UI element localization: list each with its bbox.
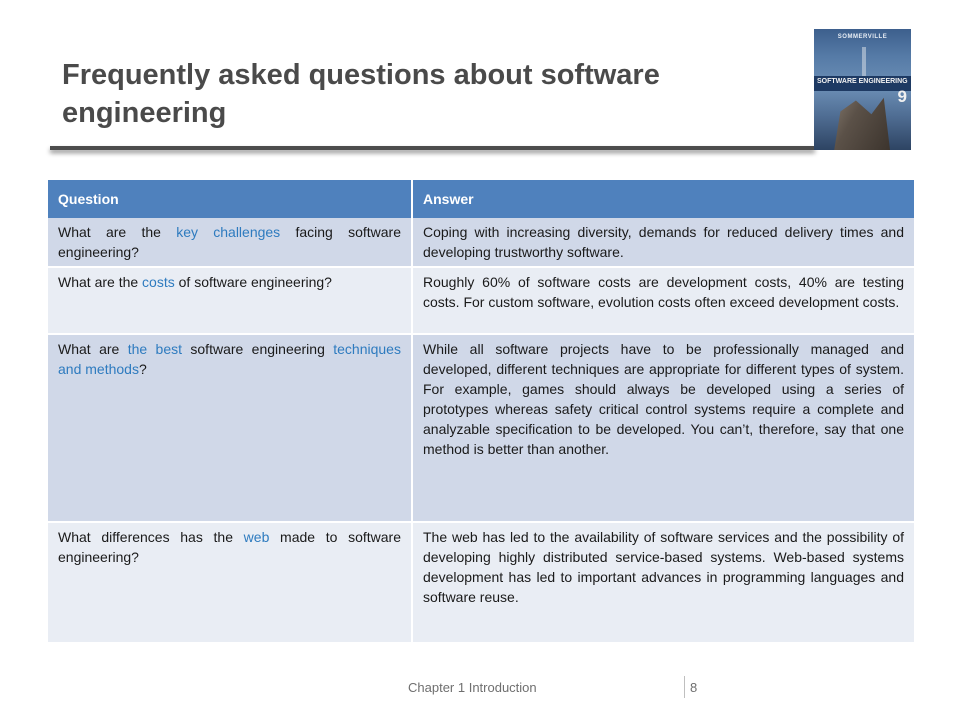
slide-title: Frequently asked questions about software engineering bbox=[62, 59, 660, 129]
book-cover-title: SOFTWARE ENGINEERING bbox=[817, 78, 908, 85]
book-cover-art-sculpture bbox=[828, 95, 890, 150]
question-cell bbox=[48, 267, 412, 334]
question-text: software engineering bbox=[182, 341, 334, 357]
book-cover-art-mast bbox=[862, 47, 866, 79]
table-row bbox=[48, 267, 914, 334]
question-highlight: key challenges bbox=[176, 224, 281, 240]
question-text: made to software engineering? bbox=[58, 529, 402, 565]
table-header-row bbox=[48, 180, 914, 218]
question-highlight: web bbox=[243, 529, 270, 545]
question-text: facing software engineering? bbox=[58, 224, 401, 260]
footer-chapter: Chapter 1 Introduction bbox=[408, 680, 537, 695]
footer-divider bbox=[684, 676, 685, 698]
question-highlight: the best bbox=[127, 341, 182, 357]
question-text: ? bbox=[138, 361, 147, 377]
answer-cell: While all software projects have to be professionally managed and developed, different techniques are appropriate for different types of system. For example, games should always be developed using a series of prototypes whereas safety critical control systems require a complete and analyzable specification to be developed. You can’t, therefore, say that one method is better than another. bbox=[412, 334, 914, 522]
question-highlight: techniques and methods bbox=[58, 341, 401, 377]
header-answer: Answer bbox=[412, 180, 914, 218]
question-highlight: costs bbox=[142, 274, 175, 290]
question-text: What differences has the bbox=[58, 529, 244, 545]
question-cell bbox=[48, 522, 412, 642]
title-underline bbox=[50, 146, 815, 150]
answer-cell: Roughly 60% of software costs are development costs, 40% are testing costs. For custom software, evolution costs often exceed development costs. bbox=[412, 267, 914, 334]
footer-page-number: 8 bbox=[690, 680, 698, 695]
answer-cell: The web has led to the availability of software services and the possibility of developing highly distributed service-based systems. Web-based systems development has led to important advances in programming languages and software reuse. bbox=[412, 522, 914, 642]
header-question: Question bbox=[48, 180, 412, 218]
question-text: What are the bbox=[58, 224, 177, 240]
question-text: of software engineering? bbox=[174, 274, 332, 290]
question-text: What are bbox=[58, 341, 128, 357]
question-cell bbox=[48, 334, 412, 522]
question-cell bbox=[48, 218, 412, 267]
table-row bbox=[48, 522, 914, 642]
table-row bbox=[48, 218, 914, 267]
book-cover-image bbox=[814, 29, 911, 150]
faq-table bbox=[48, 180, 914, 642]
book-cover-author: SOMMERVILLE bbox=[837, 34, 888, 40]
book-cover-edition: 9 bbox=[897, 87, 907, 106]
question-text: What are the bbox=[58, 274, 143, 290]
answer-cell: Coping with increasing diversity, demands for reduced delivery times and developing trustworthy software. bbox=[412, 218, 914, 267]
table-row bbox=[48, 334, 914, 522]
